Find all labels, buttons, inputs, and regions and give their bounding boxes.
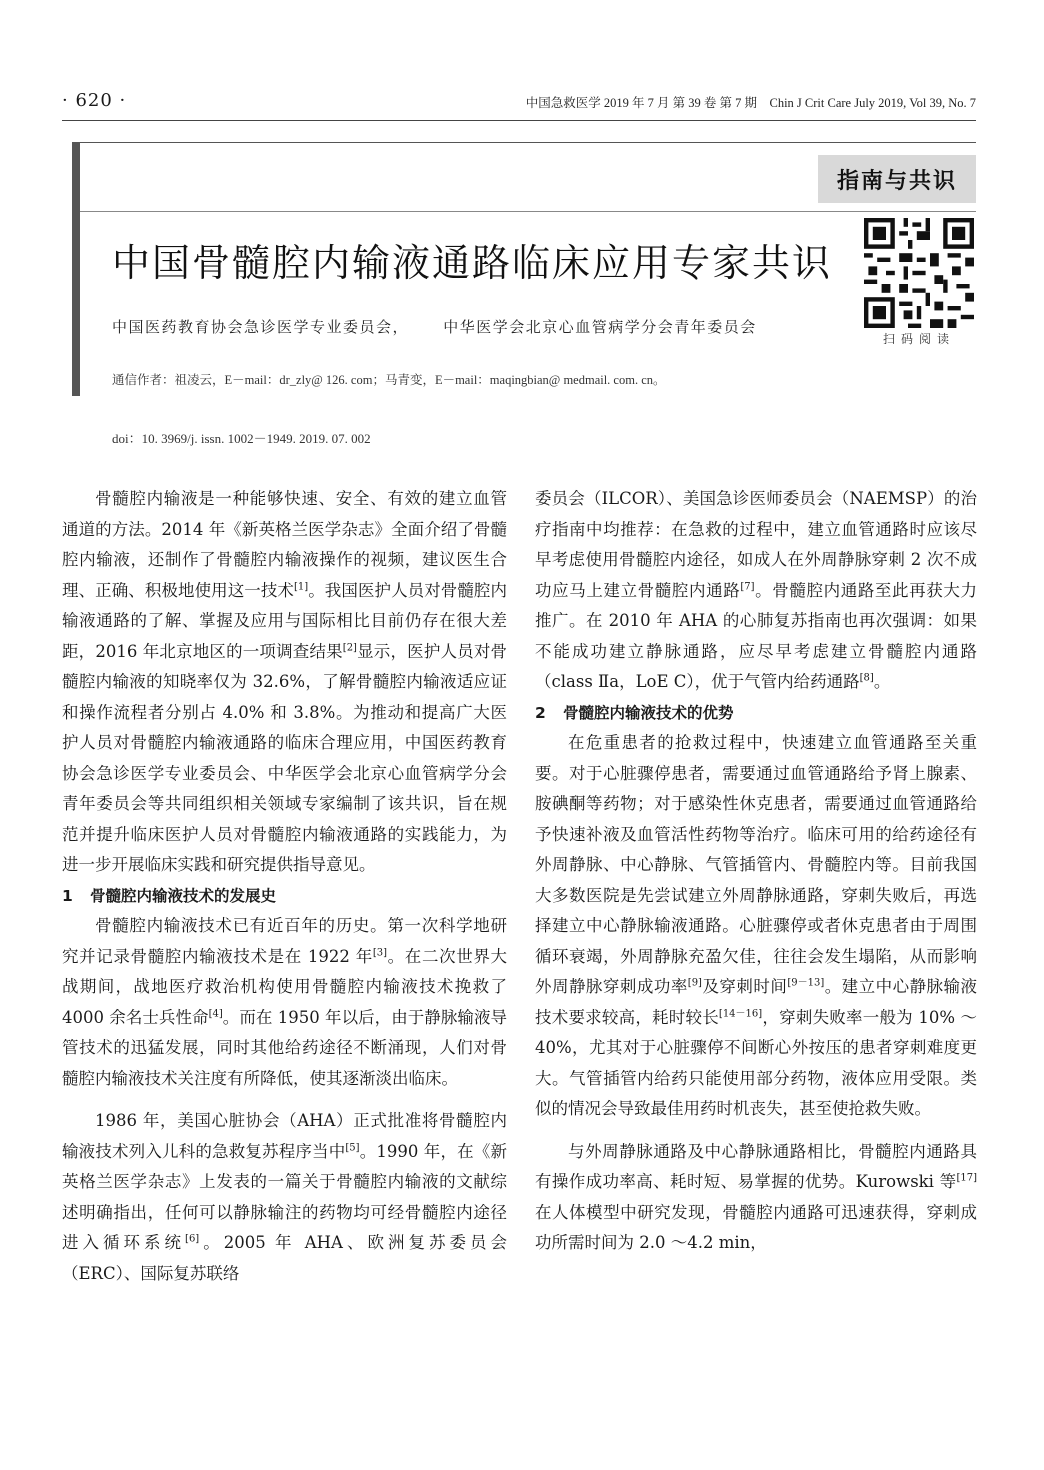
- body-paragraph: 1986 年，美国心脏协会（AHA）正式批准将骨髓腔内输液技术列入儿科的急救复苏程序当中[5]。1990 年，在《新英格兰医学杂志》上发表的一篇关于骨髓腔内输液的文献综述明确指出，任何可以静脉输注的药物均可经骨髓腔内途径进入循环系统[6]。2005 年 AHA、欧洲复苏委员会（ERC）、国际复苏联络: [62, 1111, 508, 1283]
- page-number: · 620 ·: [62, 90, 127, 111]
- citation-ref[interactable]: [6]: [185, 1233, 200, 1245]
- right-column: [535, 484, 977, 1259]
- correspondence-info: 通信作者：祖凌云，E－mail：dr_zly@ 126. com；马青变，E－mail：maqingbian@ medmail. com. cn。: [112, 373, 666, 387]
- doi-line[interactable]: doi：10. 3969/j. issn. 1002－1949. 2019. 07. 002: [112, 431, 371, 446]
- citation-ref[interactable]: [17]: [956, 1172, 977, 1184]
- body-paragraph: 委员会（ILCOR）、美国急诊医师委员会（NAEMSP）的治疗指南中均推荐：在急救的过程中，建立血管通路时应该尽早考虑使用骨髓腔内途径，如成人在外周静脉穿刺 2 次不成功应马上建立骨髓腔内通路[7]。骨髓腔内通路至此再获大力推广。在 2010 年 AHA 的心肺复苏指南也再次强调：如果不能成功建立静脉通路，应尽早考虑建立骨髓腔内通路（class Ⅱa，LoE C），优于气管内给药通路[8]。: [535, 489, 978, 691]
- body-paragraph: 骨髓腔内输液技术已有近百年的历史。第一次科学地研究并记录骨髓腔内输液技术是在 1922 年[3]。在二次世界大战期间，战地医疗救治机构使用骨髓腔内输液技术挽救了4000 余名士兵性命[4]。而在 1950 年以后，由于静脉输液导管技术的迅猛发展，同时其他给药途径不断涌现，人们对骨髓腔内输液技术关注度有所降低，使其逐渐淡出临床。: [62, 916, 508, 1088]
- qr-code-icon[interactable]: [864, 218, 974, 328]
- citation-ref[interactable]: [14－16]: [718, 1008, 763, 1019]
- section-heading: 1 骨髓腔内输液技术的发展史: [62, 886, 277, 905]
- citation-ref[interactable]: [1]: [293, 581, 309, 592]
- author-affiliation: 中华医学会北京心血管病学分会青年委员会: [443, 318, 757, 336]
- header-divider: [62, 120, 976, 121]
- citation-ref[interactable]: [3]: [372, 947, 388, 958]
- body-paragraph: 与外周静脉通路及中心静脉通路相比，骨髓腔内通路具有操作成功率高、耗时短、易掌握的优势。Kurowski 等[17]在人体模型中研究发现，骨髓腔内通路可迅速获得，穿刺成功所需时间为 2.0 ～4.2 min，: [535, 1141, 977, 1252]
- citation-ref[interactable]: [2]: [342, 642, 357, 653]
- body-paragraph: 在危重患者的抢救过程中，快速建立血管通路至关重要。对于心脏骤停患者，需要通过血管通路给予肾上腺素、胺碘酮等药物；对于感染性休克患者，需要通过血管通路给予快速补液及血管活性药物等治疗。临床可用的给药途径有外周静脉、中心静脉、气管插管内、骨髓腔内等。目前我国大多数医院是先尝试建立外周静脉通路，穿刺失败后，再选择建立中心静脉输液通路。心脏骤停或者休克患者由于周围循环衰竭，外周静脉充盈欠佳，往往会发生塌陷，从而影响外周静脉穿刺成功率[9]及穿刺时间[9－13]。建立中心静脉输液技术要求较高，耗时较长[14－16]，穿刺失败率一般为 10% ～40%，尤其对于心脏骤停不间断心外按压的患者穿刺难度更大。气管插管内给药只能使用部分药物，液体应用受限。类似的情况会导致最佳用药时机丧失，甚至使抢救失败。: [535, 733, 978, 1118]
- category-tag: 指南与共识: [818, 155, 976, 203]
- title-accent-bar: [72, 142, 80, 396]
- author-affiliations: [112, 316, 785, 337]
- citation-ref[interactable]: [7]: [740, 581, 755, 592]
- citation-ref[interactable]: [5]: [345, 1142, 360, 1153]
- citation-ref[interactable]: [4]: [208, 1008, 223, 1019]
- citation-ref[interactable]: [9－13]: [787, 977, 825, 989]
- citation-ref[interactable]: [8]: [859, 672, 874, 684]
- title-top-divider: [80, 142, 976, 143]
- qr-caption: 扫码阅读: [882, 332, 955, 346]
- left-column: [62, 484, 507, 1289]
- running-header: 中国急救医学 2019 年 7 月 第 39 卷 第 7 期 Chin J Crit Care July 2019, Vol 39, No. 7: [525, 96, 976, 110]
- article-title: 中国骨髓腔内输液通路临床应用专家共识: [112, 241, 833, 285]
- citation-ref[interactable]: [9]: [687, 977, 702, 989]
- category-divider: [80, 211, 976, 212]
- section-heading: 2 骨髓腔内输液技术的优势: [535, 703, 734, 722]
- body-paragraph: 骨髓腔内输液是一种能够快速、安全、有效的建立血管通道的方法。2014 年《新英格兰医学杂志》全面介绍了骨髓腔内输液，还制作了骨髓腔内输液操作的视频，建议医生合理、正确、积极地使用这一技术[1]。我国医护人员对骨髓腔内输液通路的了解、掌握及应用与国际相比目前仍存在很大差距，2016 年北京地区的一项调查结果[2]显示，医护人员对骨髓腔内输液的知晓率仅为 32.6%，了解骨髓腔内输液适应证和操作流程者分别占 4.0% 和 3.8%。为推动和提高广大医护人员对骨髓腔内输液通路的临床合理应用，中国医药教育协会急诊医学专业委员会、中华医学会北京心血管病学分会青年委员会等共同组织相关领域专家编制了该共识，旨在规范并提升临床医护人员对骨髓腔内输液通路的实践能力，为进一步开展临床实践和研究提供指导意见。: [62, 489, 507, 874]
- author-affiliation: 中国医药教育协会急诊医学专业委员会，: [112, 318, 410, 336]
